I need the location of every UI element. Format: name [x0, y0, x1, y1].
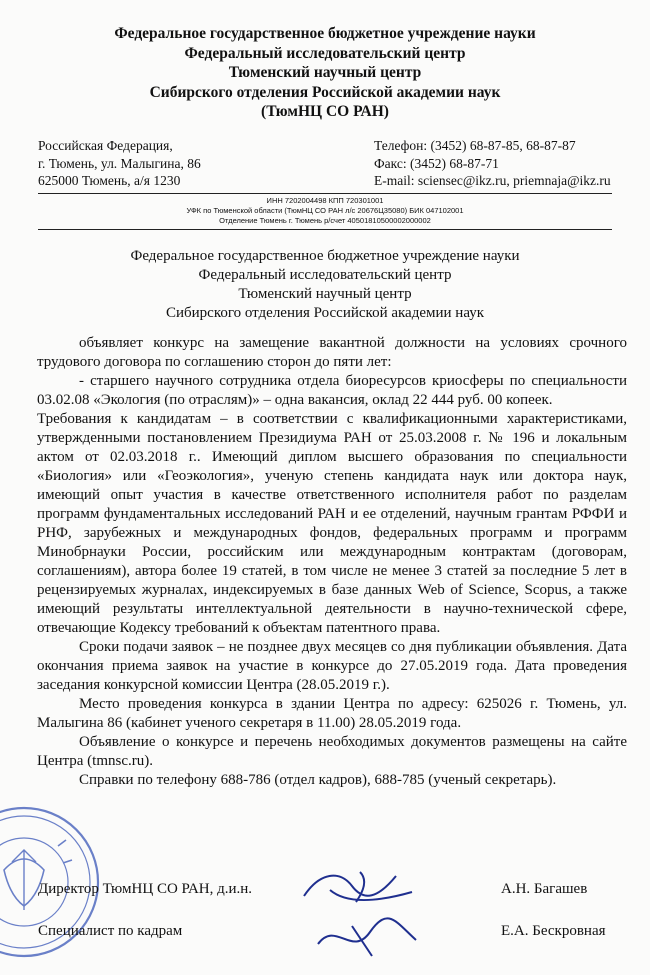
bank-line: Отделение Тюмень г. Тюмень р/счет 40501810500002000002 [219, 216, 431, 225]
email-line: E-mail: sciensec@ikz.ru, priemnaja@ikz.ru [374, 173, 611, 188]
director-title: Директор ТюмНЦ СО РАН, д.и.н. [38, 881, 253, 897]
divider-bottom [38, 229, 612, 230]
paragraph-vacancy: - старшего научного сотрудника отдела биоресурсов криосферы по специальности 03.02.08 «Экология (по отраслям)» – одна вакансия, оклад 22 444 руб. 00 копеек. [37, 373, 627, 408]
address-line: г. Тюмень, ул. Малыгина, 86 [38, 155, 201, 171]
paragraph-website: Объявление о конкурсе и перечень необходимых документов размещены на сайте Центра (tmnsc.ru). [37, 734, 627, 769]
org-line: Федеральное государственное бюджетное учреждение науки [130, 248, 520, 264]
fax-line: Факс: (3452) 68-87-71 [374, 155, 499, 171]
letterhead-line: Федеральный исследовательский центр [184, 44, 466, 62]
organization-name [0, 247, 650, 323]
letterhead [0, 24, 650, 122]
bank-line: УФК по Тюменской области (ТюмНЦ СО РАН л/с 20676Ц35080) БИК 047102001 [186, 206, 464, 215]
director-name: А.Н. Багашев [501, 881, 588, 897]
org-line: Тюменский научный центр [238, 286, 412, 302]
paragraph-venue: Место проведения конкурса в здании Центра по адресу: 625026 г. Тюмень, ул. Малыгина 86 (кабинет ученого секретаря в 11.00) 28.05.2019 года. [37, 696, 627, 731]
address-line: 625000 Тюмень, а/я 1230 [38, 173, 181, 188]
divider-top [38, 193, 612, 194]
paragraph-contacts: Справки по телефону 688-786 (отдел кадров), 688-785 (ученый секретарь). [79, 772, 557, 788]
paragraph-deadlines: Сроки подачи заявок – не позднее двух месяцев со дня публикации объявления. Дата окончания приема заявок на участие в конкурсе до 27.05.2019 года. Дата проведения заседания конкурсной комиссии Центра (28.05.2019 г.). [37, 639, 627, 693]
contact-info [374, 137, 611, 190]
director-signature-icon [300, 862, 420, 912]
letterhead-line: (ТюмНЦ СО РАН) [261, 103, 389, 120]
phone-line: Телефон: (3452) 68-87-85, 68-87-87 [374, 138, 576, 153]
bank-line: ИНН 7202004498 КПП 720301001 [266, 196, 384, 205]
announcement-body [37, 334, 627, 790]
postal-address [38, 137, 201, 190]
org-line: Федеральный исследовательский центр [198, 267, 452, 283]
org-line: Сибирского отделения Российской академии наук [165, 305, 485, 321]
hr-title: Специалист по кадрам [38, 923, 183, 939]
letterhead-line: Сибирского отделения Российской академии наук [149, 83, 501, 101]
bank-details [0, 196, 650, 226]
paragraph-announce: объявляет конкурс на замещение вакантной должности на условиях срочного трудового договора по соглашению сторон до пяти лет: [37, 335, 627, 370]
letterhead-line: Тюменский научный центр [228, 64, 422, 81]
letterhead-line: Федеральное государственное бюджетное учреждение науки [114, 25, 536, 42]
hr-name: Е.А. Бескровная [501, 923, 606, 939]
address-line: Российская Федерация, [38, 138, 173, 153]
paragraph-requirements: Требования к кандидатам – в соответствии с квалификационными характеристиками, утвержденными постановлением Президиума РАН от 25.03.2008 г. № 196 и локальным актом от 02.03.2018 г.. Имеющий диплом высшего образования по специальности «Биология» или «Геоэкология», ученую степень кандидата наук или доктора наук, имеющий опыт участия в качестве ответственного исполнителя работ по разделам программ фундаментальных исследований РАН и ее отделений, научным грантам РФФИ и РНФ, зарубежных и международных фондов, федеральных программ и программ Минобрнауки России, российским или международным контрактам (договорам, соглашениям), автора более 19 статей, в том числе не менее 3 статей за последние 5 лет в рецензируемых журналах, индексируемых в базе данных Web of Science, Scopus, а также имеющий результаты интеллектуальной деятельности в научно-технической сфере, отвечающие Кодексу требований к объектам патентного права. [37, 411, 627, 636]
hr-signature-icon [312, 914, 422, 964]
